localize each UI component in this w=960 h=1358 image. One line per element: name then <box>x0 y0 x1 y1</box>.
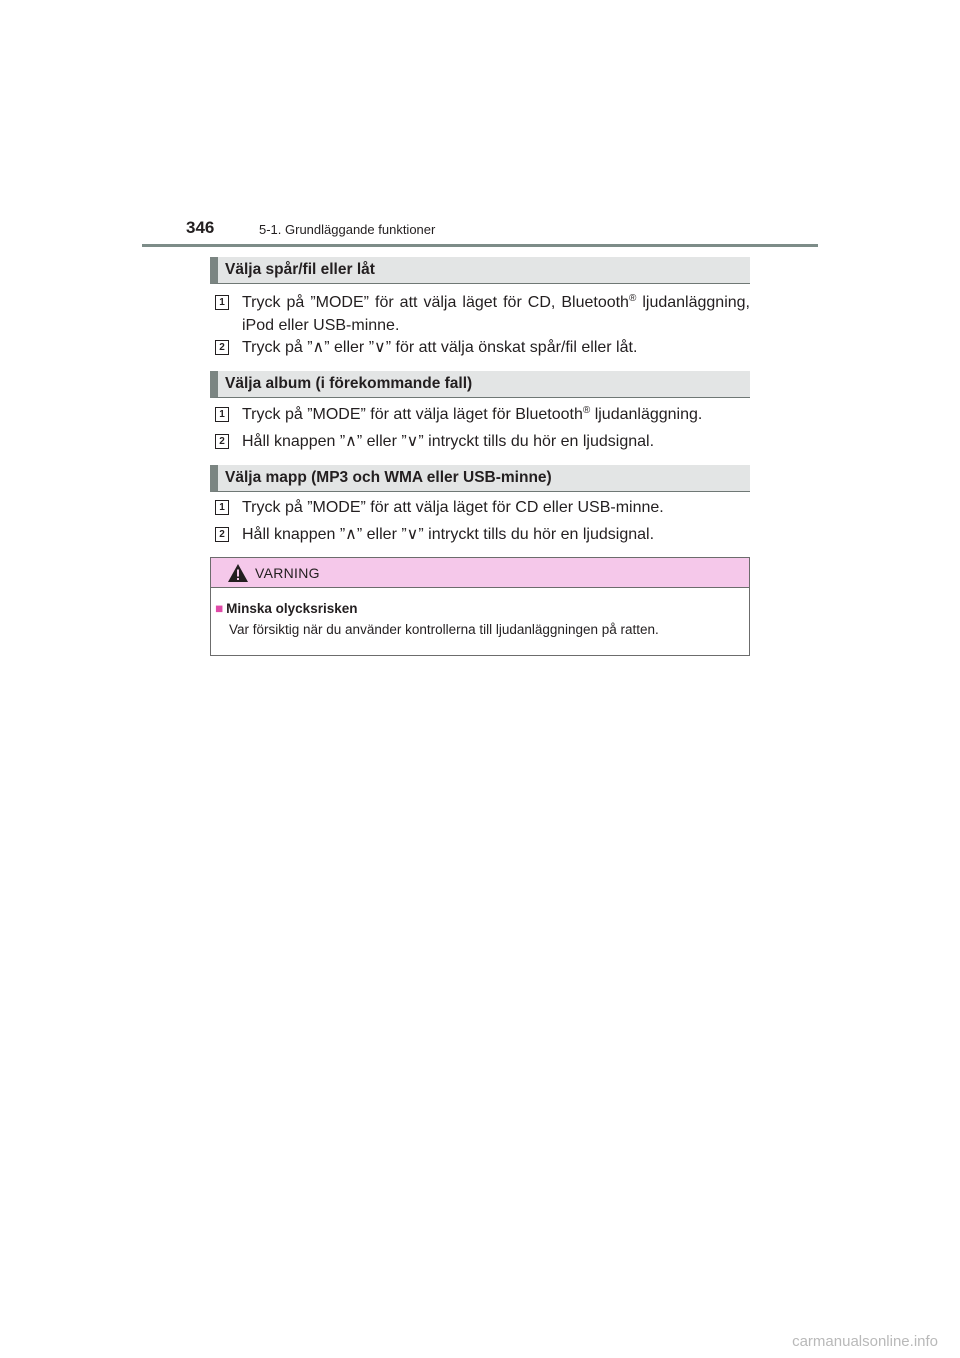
step-number: 1 <box>215 295 229 310</box>
warning-header <box>211 558 749 588</box>
step-number: 1 <box>215 407 229 422</box>
step-text: Tryck på ”MODE” för att välja läget för Bluetooth® ljudanläggning. <box>242 405 703 423</box>
warning-item-text: Var försiktig när du använder kontrollerna till ljudanläggningen på ratten. <box>229 622 659 637</box>
section-title: Välja mapp (MP3 och WMA eller USB-minne) <box>225 469 552 486</box>
warning-label: VARNING <box>255 565 320 581</box>
page-header <box>142 218 818 246</box>
footer-watermark: carmanualsonline.info <box>792 1333 938 1350</box>
chapter-title: 5-1. Grundläggande funktioner <box>259 222 436 237</box>
step-number: 2 <box>215 527 229 542</box>
warning-item-title: ■ Minska olycksrisken <box>215 601 358 616</box>
section-heading <box>210 257 750 284</box>
section-select-track <box>210 257 750 367</box>
section-heading <box>210 371 750 398</box>
step-text: Tryck på ”MODE” för att välja läget för CD eller USB-minne. <box>242 499 664 516</box>
header-divider <box>142 244 818 247</box>
warning-box <box>210 557 750 656</box>
step-number: 1 <box>215 500 229 515</box>
step-number: 2 <box>215 340 229 355</box>
section-select-album <box>210 371 750 461</box>
step-number: 2 <box>215 434 229 449</box>
section-title: Välja album (i förekommande fall) <box>225 375 473 392</box>
section-title: Välja spår/fil eller låt <box>225 261 375 278</box>
step-text: Tryck på ”MODE” för att välja läget för CD, Bluetooth® ljudanläggning, iPod eller USB-minne. <box>242 293 751 334</box>
step-text: Håll knappen ”∧” eller ”∨” intryckt tills du hör en ljudsignal. <box>242 433 655 450</box>
bullet-square-icon: ■ <box>215 601 224 616</box>
section-heading <box>210 465 750 492</box>
step-text: Håll knappen ”∧” eller ”∨” intryckt tills du hör en ljudsignal. <box>242 526 655 543</box>
step-text: Tryck på ”∧” eller ”∨” för att välja önskat spår/fil eller låt. <box>242 339 638 356</box>
section-select-folder <box>210 465 750 555</box>
page-number: 346 <box>186 218 215 237</box>
warning-triangle-icon <box>227 563 249 583</box>
